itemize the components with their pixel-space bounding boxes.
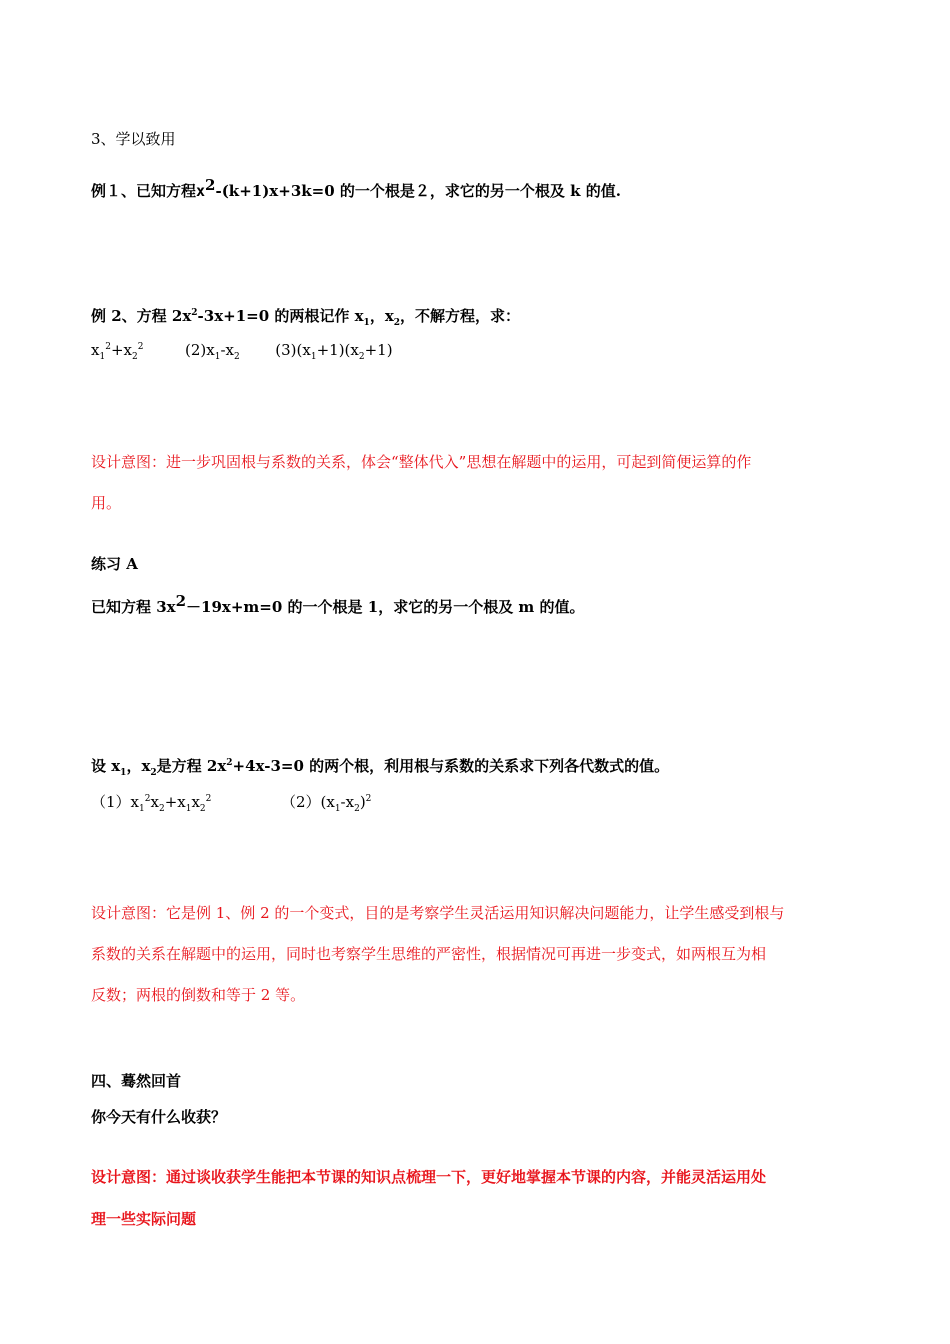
design-intent-2-line-3: 反数；两根的倒数和等于 2 等。 (91, 986, 306, 1004)
design-intent-2-line-2: 系数的关系在解题中的运用，同时也考察学生思维的严密性，根据情况可再进一步变式，如两根互为相 (91, 945, 767, 963)
ex1-sup: 2 (205, 176, 216, 194)
practice-a-question: 已知方程 3x2－19x+m=0 的一个根是 1，求它的另一个根及 m 的值。 (91, 592, 585, 616)
design-intent-1-line-2: 用。 (91, 494, 122, 512)
design-intent-1-line-1: 设计意图：进一步巩固根与系数的关系，体会“整体代入”思想在解题中的运用，可起到简便运算的作 (91, 453, 752, 471)
example-1 (91, 176, 621, 201)
example-2-parts: $x_1^2+x_2^2$ $(2)x_1-x_2$ $(3)(x_1+1)(x_2+1)$ (91, 341, 393, 362)
section-3-title: 3、学以致用 (91, 130, 176, 148)
design-intent-3-line-1: 设计意图：通过谈收获学生能把本节课的知识点梳理一下，更好地掌握本节课的内容，并能灵活运用处 (91, 1168, 767, 1186)
section-4-question: 你今天有什么收获？ (91, 1108, 227, 1126)
ex1-label: 例１、已知方程 (91, 182, 197, 200)
practice-a-title: 练习 A (91, 555, 138, 573)
section-4-title: 四、蓦然回首 (91, 1072, 182, 1090)
ex1-rest: -(k+1)x+3k=0 的一个根是２，求它的另一个根及 k 的值. (215, 182, 621, 200)
example-2: 例 2、方程 $2x^2-3x+1=0$ 的两根记作 $x_1$，$x_2$，不解方程，求： (91, 307, 521, 328)
question-2-parts: $(1)x_1^2x_2+x_1x_2^2$ $(2)(x_1-x_2)^2$ (91, 793, 372, 814)
design-intent-2-line-1: 设计意图：它是例 1、例 2 的一个变式，目的是考察学生灵活运用知识解决问题能力，让学生感受到根与 (91, 904, 785, 922)
question-2: 设 $x_1$，$x_2$是方程 $2x^2+4x-3=0$ 的两个根，利用根与系数的关系求下列各代数式的值。 (91, 757, 670, 778)
design-intent-3-line-2: 理一些实际问题 (91, 1210, 197, 1228)
ex1-x: x (196, 182, 206, 200)
